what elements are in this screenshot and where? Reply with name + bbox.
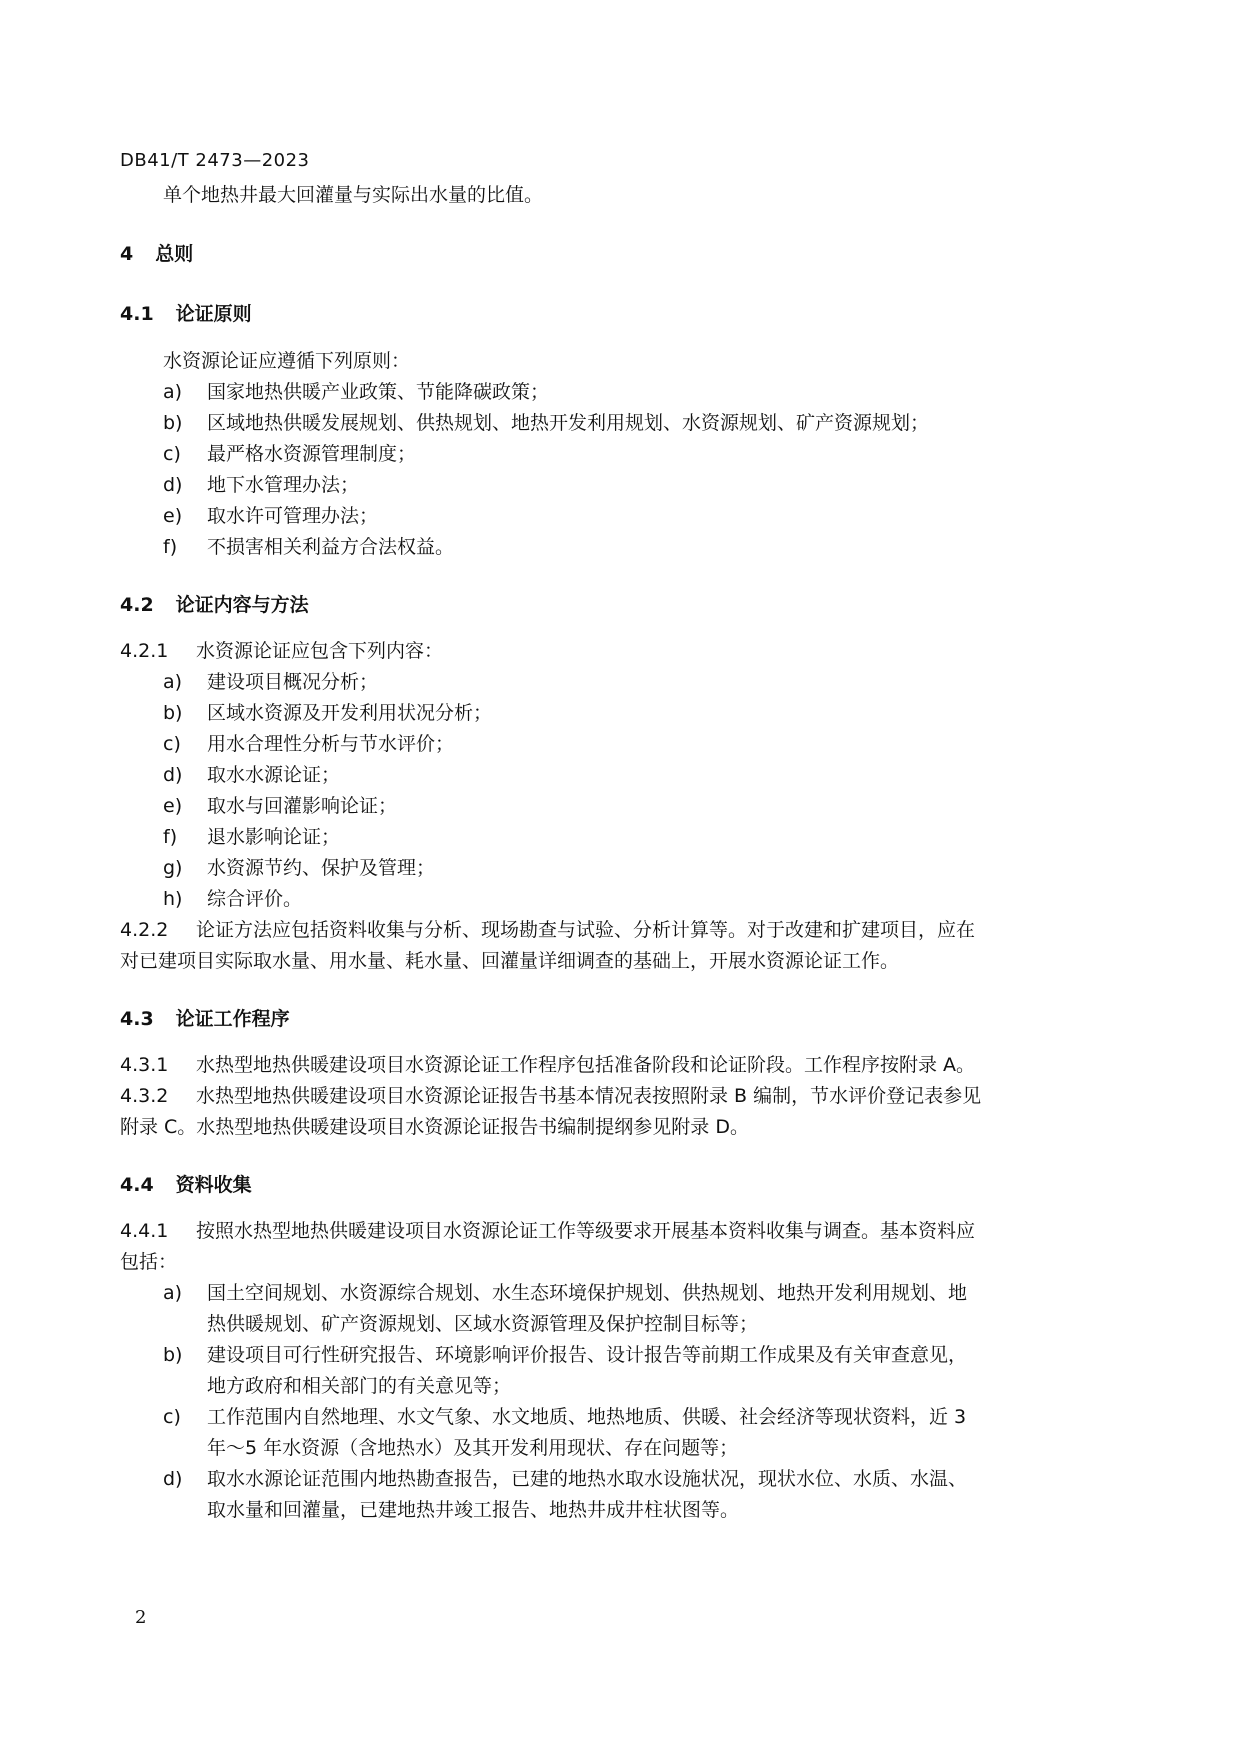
list-item: c) 工作范围内自然地理、水文气象、水文地质、地热地质、供暖、社会经济等现状资料，近 3 xyxy=(163,1406,967,1428)
section-4-3-heading xyxy=(120,1010,290,1029)
section-title: 论证内容与方法 xyxy=(175,594,309,616)
section-4-1-heading xyxy=(120,305,252,324)
section-4-heading xyxy=(120,245,193,264)
section-4-2-heading xyxy=(120,596,309,615)
list-item-continued: 取水量和回灌量，已建地热井竣工报告、地热井成井柱状图等。 xyxy=(207,1499,740,1521)
list-item: g) 水资源节约、保护及管理； xyxy=(163,857,436,879)
list-item: d) 取水水源论证范围内地热勘查报告，已建的地热水取水设施状况，现状水位、水质、水温、 xyxy=(163,1468,968,1490)
list-item: c) 用水合理性分析与节水评价； xyxy=(163,733,455,755)
section-title: 论证原则 xyxy=(175,303,252,325)
section-title: 资料收集 xyxy=(175,1174,252,1196)
clause-4-2-2-continued: 对已建项目实际取水量、用水量、耗水量、回灌量详细调查的基础上，开展水资源论证工作。 xyxy=(120,950,900,972)
list-item-continued: 热供暖规划、矿产资源规划、区域水资源管理及保护控制目标等； xyxy=(207,1313,759,1335)
list-item: d) 地下水管理办法； xyxy=(163,474,360,496)
section-number: 4 xyxy=(120,243,134,265)
clause-4-4-1: 4.4.1 按照水热型地热供暖建设项目水资源论证工作等级要求开展基本资料收集与调查。基本资料应 xyxy=(120,1220,976,1242)
document-code: DB41/T 2473—2023 xyxy=(120,150,310,171)
section-number: 4.1 xyxy=(120,303,154,325)
list-item: f) 不损害相关利益方合法权益。 xyxy=(163,536,455,558)
list-item: e) 取水许可管理办法； xyxy=(163,505,379,527)
section-title: 总则 xyxy=(155,243,194,265)
section-number: 4.3 xyxy=(120,1008,154,1030)
clause-4-3-2-continued: 附录 C。水热型地热供暖建设项目水资源论证报告书编制提纲参见附录 D。 xyxy=(120,1116,749,1138)
list-item: h) 综合评价。 xyxy=(163,888,303,910)
list-item: d) 取水水源论证； xyxy=(163,764,341,786)
list-item: a) 国家地热供暖产业政策、节能降碳政策； xyxy=(163,381,550,403)
list-item-continued: 地方政府和相关部门的有关意见等； xyxy=(207,1375,512,1397)
clause-4-2-1: 4.2.1 水资源论证应包含下列内容： xyxy=(120,640,444,662)
list-item: a) 国土空间规划、水资源综合规划、水生态环境保护规划、供热规划、地热开发利用规划、地 xyxy=(163,1282,968,1304)
clause-4-2-2: 4.2.2 论证方法应包括资料收集与分析、现场勘查与试验、分析计算等。对于改建和扩建项目，应在 xyxy=(120,919,976,941)
page-number: 2 xyxy=(135,1607,147,1628)
section-number: 4.4 xyxy=(120,1174,154,1196)
section-title: 论证工作程序 xyxy=(175,1008,290,1030)
section-4-4-heading xyxy=(120,1176,252,1195)
clause-4-3-1: 4.3.1 水热型地热供暖建设项目水资源论证工作程序包括准备阶段和论证阶段。工作程序按附录 A。 xyxy=(120,1054,976,1076)
list-item: c) 最严格水资源管理制度； xyxy=(163,443,417,465)
list-item: b) 建设项目可行性研究报告、环境影响评价报告、设计报告等前期工作成果及有关审查意见， xyxy=(163,1344,968,1366)
list-item: e) 取水与回灌影响论证； xyxy=(163,795,398,817)
list-item: a) 建设项目概况分析； xyxy=(163,671,379,693)
clause-4-3-2: 4.3.2 水热型地热供暖建设项目水资源论证报告书基本情况表按照附录 B 编制，节水评价登记表参见 xyxy=(120,1085,982,1107)
list-item-continued: 年～5 年水资源（含地热水）及其开发利用现状、存在问题等； xyxy=(207,1437,739,1459)
clause-4-4-1-continued: 包括： xyxy=(120,1251,178,1273)
section-number: 4.2 xyxy=(120,594,154,616)
list-item: b) 区域地热供暖发展规划、供热规划、地热开发利用规划、水资源规划、矿产资源规划； xyxy=(163,412,930,434)
intro-line: 单个地热井最大回灌量与实际出水量的比值。 xyxy=(163,184,544,206)
section-4-1-intro: 水资源论证应遵循下列原则： xyxy=(163,350,411,372)
list-item: b) 区域水资源及开发利用状况分析； xyxy=(163,702,493,724)
list-item: f) 退水影响论证； xyxy=(163,826,341,848)
